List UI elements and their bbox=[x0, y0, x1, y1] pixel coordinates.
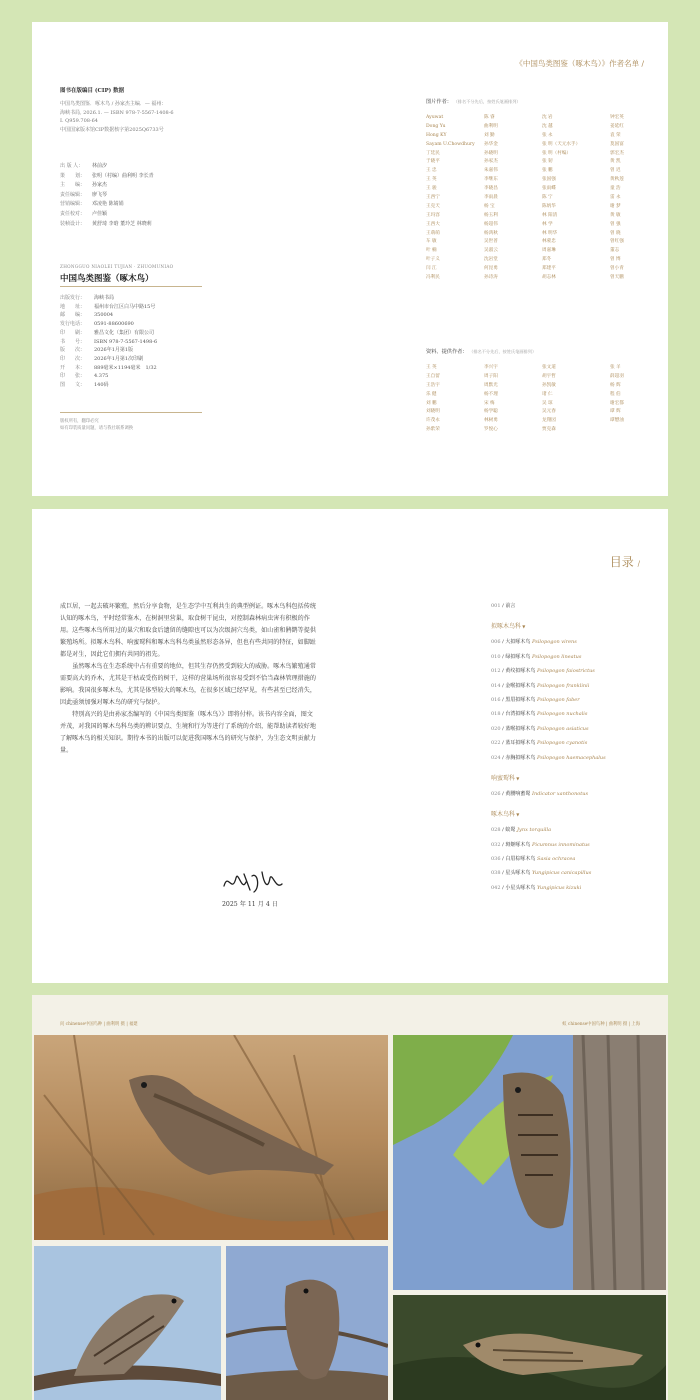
toc-page-number: 014 bbox=[491, 682, 501, 689]
toc-page-number: 038 bbox=[491, 870, 501, 877]
pub-key: 邮 编： bbox=[60, 312, 86, 319]
toc-entry: 018 / 台湾拟啄木鸟 Psilopogon nuchalis bbox=[491, 711, 588, 718]
contributor-name: 诸 仁 bbox=[542, 391, 553, 397]
toc-page-number: 006 bbox=[491, 639, 501, 646]
contributor-name: 杨 辉 bbox=[610, 382, 621, 388]
contributor-name: Ayuwat bbox=[426, 115, 444, 120]
contributor-name: 沈 越 bbox=[542, 123, 553, 129]
toc-entry: 010 / 绿拟啄木鸟 Psilopogon lineatus bbox=[491, 653, 582, 660]
helpers-list bbox=[426, 364, 650, 435]
divider bbox=[60, 412, 202, 413]
toc-entry: 022 / 蓝耳拟啄木鸟 Psilopogon cyanotis bbox=[491, 740, 588, 747]
contributor-name: 林 学 bbox=[542, 221, 553, 227]
contributor-name: 胡宇哲 bbox=[542, 373, 556, 379]
pub-value: 140码 bbox=[94, 382, 109, 389]
contributor-name: 杨 宝 bbox=[484, 203, 495, 209]
publication-info bbox=[60, 294, 157, 390]
author-signature bbox=[218, 864, 288, 898]
authors-title: 《中国鸟类图鉴（啄木鸟）》作者名单 / bbox=[515, 59, 644, 68]
contributor-name: 王 忠 bbox=[426, 168, 437, 174]
contributor-name: 陈 宁 bbox=[542, 195, 553, 201]
pub-key: 印 次： bbox=[60, 355, 86, 362]
contributor-name: 曾天鹏 bbox=[610, 275, 624, 281]
preface-paragraph: 特别高兴的是由孙家杰编写的《中国鸟类图鉴（啄木鸟）》即将付梓。该书内容全面，图文并茂，对我国的啄木鸟科鸟类的辨识要点、生境和行为等进行了系统的介绍，能帮助读者较好地了解啄木鸟的相关知识。期待本书的出版可以促进我国啄木鸟的研究与保护，为生态文明贡献力量。 bbox=[60, 711, 316, 754]
pub-row bbox=[60, 372, 157, 381]
contributor-name: 胡志林 bbox=[542, 275, 556, 281]
toc-species-latin: Psilopogon cyanotis bbox=[537, 740, 588, 747]
table-of-contents bbox=[491, 599, 606, 895]
toc-entry: 036 / 白眉棕啄木鸟 Sasia ochracea bbox=[491, 856, 576, 863]
contributor-name: 车 敏 bbox=[426, 239, 437, 245]
contributor-name: 朱嘉伟 bbox=[484, 168, 498, 174]
pub-key: 版 次： bbox=[60, 347, 86, 354]
contributor-name: 杨玉利 bbox=[484, 212, 498, 218]
contributor-name: 吴元春 bbox=[542, 409, 556, 415]
contributor-name: 郑建平 bbox=[542, 266, 556, 272]
staff-row bbox=[60, 210, 154, 220]
contributor-name: 王克天 bbox=[426, 203, 440, 209]
toc-species-cn: 黄腰响蜜䴕 bbox=[505, 790, 531, 797]
contributor-name: 张 明（天元水手） bbox=[542, 141, 581, 147]
contributor-name: 刘 勤 bbox=[484, 132, 495, 138]
toc-entry: 032 / 斑姬啄木鸟 Picumnus innominatus bbox=[491, 841, 590, 848]
cip-line: 中国鸟类图鉴．啄木鸟 / 孙家杰主编．— 福州： bbox=[60, 101, 167, 107]
contributor-name: 郭宏杰 bbox=[610, 150, 624, 156]
toc-species-cn: 台湾拟啄木鸟 bbox=[505, 711, 536, 718]
toc-species-cn: 赤胸拟啄木鸟 bbox=[505, 754, 536, 761]
contributor-name: 曾 迟 bbox=[610, 168, 621, 174]
toc-entry: 012 / 黄纹拟啄木鸟 Psilopogon faiostrictus bbox=[491, 668, 595, 675]
pub-value: ISBN 978-7-5567-1498-6 bbox=[94, 338, 158, 345]
toc-species-cn: 绿拟啄木鸟 bbox=[505, 653, 531, 660]
contributor-name: 张国强 bbox=[542, 177, 556, 183]
contributor-name: 孙诗涛 bbox=[484, 275, 498, 281]
toc-species-cn: 大拟啄木鸟 bbox=[505, 639, 531, 646]
toc-species-cn: 斑姬啄木鸟 bbox=[505, 841, 531, 848]
contributor-name: 陈炳华 bbox=[542, 203, 556, 209]
contributor-name: 孙凯敏 bbox=[542, 382, 556, 388]
photo-spread-page bbox=[32, 995, 668, 1400]
contributor-name: 吴淑云 bbox=[484, 248, 498, 254]
staff-names: 林前汐 bbox=[92, 163, 108, 169]
toc-species-cn: 星头啄木鸟 bbox=[505, 870, 531, 877]
toc-species-latin: Psilopogon faber bbox=[537, 696, 580, 703]
preface-text bbox=[60, 601, 316, 757]
contributor-name: 林树勇 bbox=[484, 418, 498, 424]
contributor-name: 曾红强 bbox=[610, 239, 624, 245]
toc-section-name: 啄木鸟科 bbox=[491, 811, 516, 819]
contributor-name: 乐 健 bbox=[426, 391, 437, 397]
cip-line: 海峡书局, 2026.1. — ISBN 978-7-5567-1408-6 bbox=[60, 109, 174, 116]
wryneck-trunk-photo bbox=[393, 1035, 666, 1290]
wryneck-perched-photo bbox=[226, 1246, 388, 1400]
contributor-name: 曾 强 bbox=[610, 221, 621, 227]
pub-row bbox=[60, 364, 157, 373]
contributor-name: 孙紫荣 bbox=[426, 427, 440, 433]
contributor-name: 王西宁 bbox=[426, 195, 440, 201]
pub-key: 出版发行： bbox=[60, 295, 86, 301]
contributor-name: 周默光 bbox=[484, 382, 498, 388]
toc-page-number: 020 bbox=[491, 725, 501, 732]
pub-row bbox=[60, 338, 157, 347]
toc-page-number: 028 bbox=[491, 827, 501, 834]
pub-value: 雅昌文化（集团）有限公司 bbox=[94, 329, 155, 336]
contributor-name: 冯利民 bbox=[426, 275, 440, 281]
pub-key: 书 号： bbox=[60, 338, 86, 345]
toc-page-number: 012 bbox=[491, 668, 501, 675]
contributor-name: 王萌萌 bbox=[426, 230, 440, 236]
contributor-name: 谢 梦 bbox=[610, 203, 621, 209]
contributor-name: 孙华金 bbox=[484, 141, 498, 147]
toc-species-latin: Psilopogon haemacephalus bbox=[537, 754, 606, 761]
wryneck-ground-photo bbox=[34, 1035, 388, 1240]
chevron-down-icon: ▼ bbox=[521, 624, 526, 630]
contributor-name: 杨鸿秋 bbox=[484, 230, 498, 236]
contributor-name: Hong KY bbox=[426, 132, 447, 138]
contributor-name: 张 羊 bbox=[610, 365, 621, 370]
contributor-name: 王 英 bbox=[426, 365, 437, 370]
pub-key: 印 刷： bbox=[60, 329, 86, 336]
toc-page-number: 042 bbox=[491, 884, 501, 891]
contributor-name: 周子阳 bbox=[484, 373, 498, 379]
staff-list bbox=[60, 162, 154, 229]
contributor-name: 林 阳清 bbox=[542, 212, 558, 218]
contributor-name bbox=[610, 426, 650, 435]
toc-species-latin: Psilopogon virens bbox=[532, 639, 577, 646]
chevron-down-icon: ▼ bbox=[515, 812, 520, 818]
toc-section-header bbox=[491, 770, 606, 787]
contributor-name: 董志 bbox=[610, 248, 620, 254]
toc-species-latin: Yungipicus canicapillus bbox=[532, 870, 592, 877]
contributor-name: 张 明（村编） bbox=[542, 150, 572, 156]
staff-names: 张明（村编）曲利明 李长青 bbox=[92, 172, 154, 179]
photo-authors-note: （排名不分先后，按姓氏笔画排列） bbox=[453, 99, 521, 104]
toc-page-number: 032 bbox=[491, 841, 501, 848]
photo-authors-heading bbox=[426, 98, 521, 105]
contributor-name: 谭 辉 bbox=[610, 409, 621, 415]
contributor-name: 程 伯 bbox=[610, 391, 621, 397]
contributor-name: 龙翔园 bbox=[542, 418, 556, 424]
contributor-name: 张 韧 bbox=[542, 159, 553, 165]
pub-key: 开 本： bbox=[60, 364, 86, 371]
contributor-name: Dong Yu bbox=[426, 123, 446, 129]
contributor-name: 沈岩堂 bbox=[484, 257, 498, 263]
pub-value: 海峡书局 bbox=[94, 295, 115, 301]
staff-role: 策 划： bbox=[60, 172, 86, 179]
contributor-name: 曾 晓 bbox=[610, 230, 621, 236]
pub-key: 印 张： bbox=[60, 373, 86, 380]
contributor-name: 杨学聪 bbox=[484, 409, 498, 415]
toc-species-cn: 白眉棕啄木鸟 bbox=[505, 856, 536, 863]
contributor-name: 王西大 bbox=[426, 221, 440, 227]
contributor-name: 贾克森 bbox=[542, 427, 556, 433]
toc-page-number: 018 bbox=[491, 711, 501, 718]
contributor-name: 李继东 bbox=[484, 177, 498, 183]
contributor-name: 孙晓明 bbox=[484, 150, 498, 156]
pub-value: 350004 bbox=[94, 312, 114, 319]
staff-row bbox=[60, 191, 154, 201]
divider bbox=[60, 286, 202, 287]
contributor-name: 丁廷民 bbox=[426, 150, 440, 156]
copyright-line: 版权所有，翻印必究 bbox=[60, 419, 99, 424]
contributor-name: 曾 博 bbox=[610, 257, 621, 263]
toc-section-name: 拟啄木鸟科 bbox=[491, 623, 522, 631]
contributor-name: 李晓昌 bbox=[484, 186, 498, 192]
contributor-name: 张文道 bbox=[542, 365, 556, 370]
contributor-name: 雷 永 bbox=[610, 195, 621, 201]
contributor-name: 许茂永 bbox=[426, 418, 440, 424]
toc-title-slash: / bbox=[637, 560, 640, 568]
staff-role: 营销编辑： bbox=[60, 201, 86, 208]
contributor-name: 曲利明 bbox=[484, 123, 498, 129]
contributor-name: 叶 楠 bbox=[426, 248, 437, 254]
contributor-name: 黄 凯 bbox=[610, 159, 621, 165]
toc-species-latin: Psilopogon faiostrictus bbox=[537, 668, 595, 675]
toc-section-name: 响蜜䴕科 bbox=[491, 774, 516, 782]
contributor-name: 李兴宇 bbox=[484, 365, 498, 370]
cip-line: Ⅰ. Q959.708-64 bbox=[60, 118, 98, 125]
toc-species-latin: Sasia ochracea bbox=[537, 856, 576, 863]
contributor-name: 张雨蝶 bbox=[542, 186, 556, 192]
contributor-name: 曾小青 bbox=[610, 266, 624, 272]
staff-row bbox=[60, 172, 154, 182]
wryneck-dark-photo bbox=[393, 1295, 666, 1400]
toc-entry-title: 前言 bbox=[505, 603, 516, 609]
credits-page bbox=[32, 22, 668, 496]
toc-species-latin: Picumnus innominatus bbox=[532, 841, 590, 848]
contributor-name: Sayam U.Chowdhury bbox=[426, 141, 475, 147]
staff-names: 卢佳颖 bbox=[92, 210, 108, 217]
toc-species-cn: 蓝喉拟啄木鸟 bbox=[505, 725, 536, 732]
toc-entry: 020 / 蓝喉拟啄木鸟 Psilopogon asiaticus bbox=[491, 725, 589, 732]
contributor-name: 王浩宇 bbox=[426, 382, 440, 388]
toc-species-latin: Jynx torquilla bbox=[517, 827, 552, 834]
helpers-heading bbox=[426, 348, 536, 355]
toc-species-latin: Psilopogon lineatus bbox=[532, 653, 582, 660]
toc-entry: 014 / 金喉拟啄木鸟 Psilopogon franklinii bbox=[491, 682, 590, 689]
staff-role: 责任编辑： bbox=[60, 191, 86, 198]
contributor-name: 张 鹏 bbox=[542, 168, 553, 174]
contributor-name: 孙家杰 bbox=[484, 159, 498, 165]
preface-toc-page bbox=[32, 509, 668, 983]
contributor-name: 黄 敏 bbox=[610, 212, 621, 218]
pub-row bbox=[60, 329, 157, 338]
contributor-name: 薛超羽 bbox=[610, 373, 624, 379]
contributor-name: 吴世普 bbox=[484, 239, 498, 245]
toc-title bbox=[610, 553, 640, 570]
contributor-name: 陈 睿 bbox=[484, 115, 495, 120]
photo-authors-list bbox=[426, 114, 650, 283]
staff-role: 责任校对： bbox=[60, 210, 86, 217]
contributor-name: 谭懋油 bbox=[610, 418, 624, 424]
staff-role: 出 版 人： bbox=[60, 163, 84, 169]
pub-row bbox=[60, 381, 157, 390]
toc-species-latin: Yungipicus kizuki bbox=[537, 884, 582, 891]
toc-section-header bbox=[491, 806, 606, 823]
toc-page-number: 022 bbox=[491, 740, 501, 747]
contributor-name: 何昆勇 bbox=[484, 266, 498, 272]
staff-role: 主 编： bbox=[60, 182, 86, 189]
toc-entry: 006 / 大拟啄木鸟 Psilopogon virens bbox=[491, 639, 577, 646]
pub-key: 图 文： bbox=[60, 382, 86, 389]
contributor-name: 杨不理 bbox=[484, 391, 498, 397]
contributor-name: 林蒙忠 bbox=[542, 239, 556, 245]
contributor-name: 钟宏英 bbox=[610, 115, 624, 120]
cip-heading: 图书在版编目 (CIP) 数据 bbox=[60, 88, 125, 94]
toc-section-header bbox=[491, 618, 606, 635]
contributor-name: 沈 岩 bbox=[542, 115, 553, 120]
toc-entry: 001 / 前言 bbox=[491, 603, 516, 609]
book-title: 中国鸟类图鉴（啄木鸟） bbox=[60, 274, 154, 284]
photo-caption-left: 问 chinense中国鸟种 | 曲利明 摄 | 福建 bbox=[60, 1022, 138, 1027]
contributor-name: 于晓平 bbox=[426, 159, 440, 165]
staff-role: 装帧设计： bbox=[60, 220, 86, 227]
pub-row bbox=[60, 355, 157, 364]
photo-caption-right: 蚁 chinense中国鸟种 | 曲利明 摄 | 上海 bbox=[562, 1022, 640, 1027]
contributor-name: 李雨晨 bbox=[484, 195, 498, 201]
toc-species-cn: 蚁䴕 bbox=[505, 827, 516, 834]
staff-names: 邓凌艳 陈婧娟 bbox=[92, 201, 124, 208]
contributor-name: 刘 鹏 bbox=[426, 400, 437, 406]
toc-species-latin: Psilopogon nuchalis bbox=[537, 711, 588, 718]
contributor-name: 童 浩 bbox=[610, 186, 621, 192]
contributor-name: 王 骏 bbox=[426, 186, 437, 192]
contributor-name: 姜延红 bbox=[610, 123, 624, 129]
toc-species-cn: 黑眉拟啄木鸟 bbox=[505, 696, 536, 703]
pub-value: 2026年1月第1版 bbox=[94, 347, 134, 354]
contributor-name: 张 永 bbox=[542, 132, 553, 138]
contributor-name: 杨超伟 bbox=[484, 221, 498, 227]
pub-key: 发行电话： bbox=[60, 321, 86, 328]
helpers-note: （排名不分先后，按姓氏笔画排列） bbox=[469, 349, 537, 354]
staff-names: 黄舒琦 李晗 董玲芝 林晓莉 bbox=[92, 220, 152, 227]
toc-species-cn: 黄纹拟啄木鸟 bbox=[505, 668, 536, 675]
cip-line: 中国国家版本馆CIP数据核字第2025Q6733号 bbox=[60, 126, 164, 133]
pub-value: 2026年1月第1次印刷 bbox=[94, 355, 144, 362]
contributor-name: 宋 梅 bbox=[484, 400, 495, 406]
photo-authors-label: 图片作者： bbox=[426, 99, 452, 105]
contributor-name: 谢宏都 bbox=[610, 400, 624, 406]
wryneck-branch-photo bbox=[34, 1246, 221, 1400]
preface-paragraph: 成巨居，一起去破坏繁殖，然后分享食物，是生态学中互利共生的典型例证。啄木鸟科包括传统认知的啄木鸟，平时经常鉴木，在树洞里营巢，取食树干昆虫，对控制森林病虫害有积极的作用。这些啄木鸟所用过的巢穴和取食后遗留的缝隙也可以为次级洞穴鸟类，如山雀和鸺鹠等提供繁殖场所。拟啄木鸟科、响蜜䴕科和啄木鸟科鸟类虽然形态各异，但也有些共同的特征，如脚趾都是对生，因此它们拥有共同的祖先。 bbox=[60, 603, 316, 658]
chevron-down-icon: ▼ bbox=[515, 775, 520, 781]
toc-entry: 042 / 小星头啄木鸟 Yungipicus kizuki bbox=[491, 884, 582, 891]
contributor-name: 刘晓明 bbox=[426, 409, 440, 415]
pub-key: 地 址： bbox=[60, 303, 86, 310]
toc-entry: 024 / 赤胸拟啄木鸟 Psilopogon haemacephalus bbox=[491, 754, 606, 761]
pub-row bbox=[60, 311, 157, 320]
copyright-note bbox=[60, 418, 133, 432]
pub-value: 889毫米×1194毫米 1/32 bbox=[94, 364, 157, 371]
contributor-name: 王 英 bbox=[426, 177, 437, 183]
cip-data bbox=[60, 100, 235, 134]
book-title-pinyin: ZHONGGUO NIAOLEI TUJIAN · ZHUOMUNIAO bbox=[60, 264, 174, 269]
preface-date: 2025 年 11 月 4 日 bbox=[222, 901, 278, 908]
staff-row bbox=[60, 200, 154, 210]
contributor-name: 莫国富 bbox=[610, 141, 624, 147]
pub-row bbox=[60, 346, 157, 355]
pub-row bbox=[60, 294, 157, 303]
toc-species-latin: Psilopogon asiaticus bbox=[537, 725, 589, 732]
pub-row bbox=[60, 320, 157, 329]
toc-page-number: 026 bbox=[491, 790, 501, 797]
contributor-name: 叶子义 bbox=[426, 257, 440, 263]
contributor-name: 袁 荣 bbox=[610, 132, 621, 138]
toc-page-number: 001 bbox=[491, 603, 501, 609]
staff-row bbox=[60, 220, 154, 230]
toc-species-latin: Psilopogon franklinii bbox=[537, 682, 590, 689]
contributor-name: 吴 琼 bbox=[542, 400, 553, 406]
toc-page-number: 024 bbox=[491, 754, 501, 761]
contributor-name: 黄秋莲 bbox=[610, 177, 624, 183]
contributor-name: 王玛容 bbox=[426, 212, 440, 218]
contributor-name: 林 明华 bbox=[542, 230, 558, 236]
toc-species-cn: 蓝耳拟啄木鸟 bbox=[505, 740, 536, 747]
pub-value: 0591-88600690 bbox=[94, 321, 134, 328]
toc-title-text: 目录 bbox=[609, 555, 634, 569]
staff-names: 孙家杰 bbox=[92, 182, 108, 189]
staff-row bbox=[60, 181, 154, 191]
pub-value: 福州市台江区白马中路15号 bbox=[94, 303, 156, 310]
toc-species-cn: 小星头啄木鸟 bbox=[505, 884, 536, 891]
contributor-name: 周嘉琳 bbox=[542, 248, 556, 254]
toc-page-number: 016 bbox=[491, 696, 501, 703]
contributor-name: 王自留 bbox=[426, 373, 440, 379]
toc-page-number: 010 bbox=[491, 653, 501, 660]
helpers-label: 资料、提供作者： bbox=[426, 349, 468, 355]
contributor-name: 闫 江 bbox=[426, 266, 437, 272]
copyright-line: 如有印装质量问题，请与我社联系调换 bbox=[60, 426, 134, 431]
contributor-name: 郑冬 bbox=[542, 257, 552, 263]
toc-page-number: 036 bbox=[491, 856, 501, 863]
staff-row bbox=[60, 162, 154, 172]
preface-paragraph: 虽然啄木鸟在生态系统中占有重要的地位，但其生存仍然受到较大的威胁。啄木鸟繁殖通常需要高大的乔木，尤其是干枯或受伤的树干，这样的营巢场所很容易受到不恰当森林管理措施的影响。我国很多啄木鸟，尤其是体型较大的啄木鸟，在很多区域已经罕见，有些甚至已经消失，因此亟须加强对啄木鸟的研究与保护。 bbox=[60, 663, 316, 706]
toc-entry: 038 / 星头啄木鸟 Yungipicus canicapillus bbox=[491, 870, 592, 877]
toc-entry: 016 / 黑眉拟啄木鸟 Psilopogon faber bbox=[491, 696, 580, 703]
toc-entry: 026 / 黄腰响蜜䴕 Indicator xanthonotus bbox=[491, 790, 589, 797]
pub-value: 4.375 bbox=[94, 373, 109, 380]
toc-species-latin: Indicator xanthonotus bbox=[532, 790, 589, 797]
pub-row bbox=[60, 303, 157, 312]
contributor-name: 罗悦心 bbox=[484, 427, 498, 433]
staff-names: 廖飞琴 bbox=[92, 191, 108, 198]
toc-entry: 028 / 蚁䴕 Jynx torquilla bbox=[491, 827, 552, 834]
toc-species-cn: 金喉拟啄木鸟 bbox=[505, 682, 536, 689]
